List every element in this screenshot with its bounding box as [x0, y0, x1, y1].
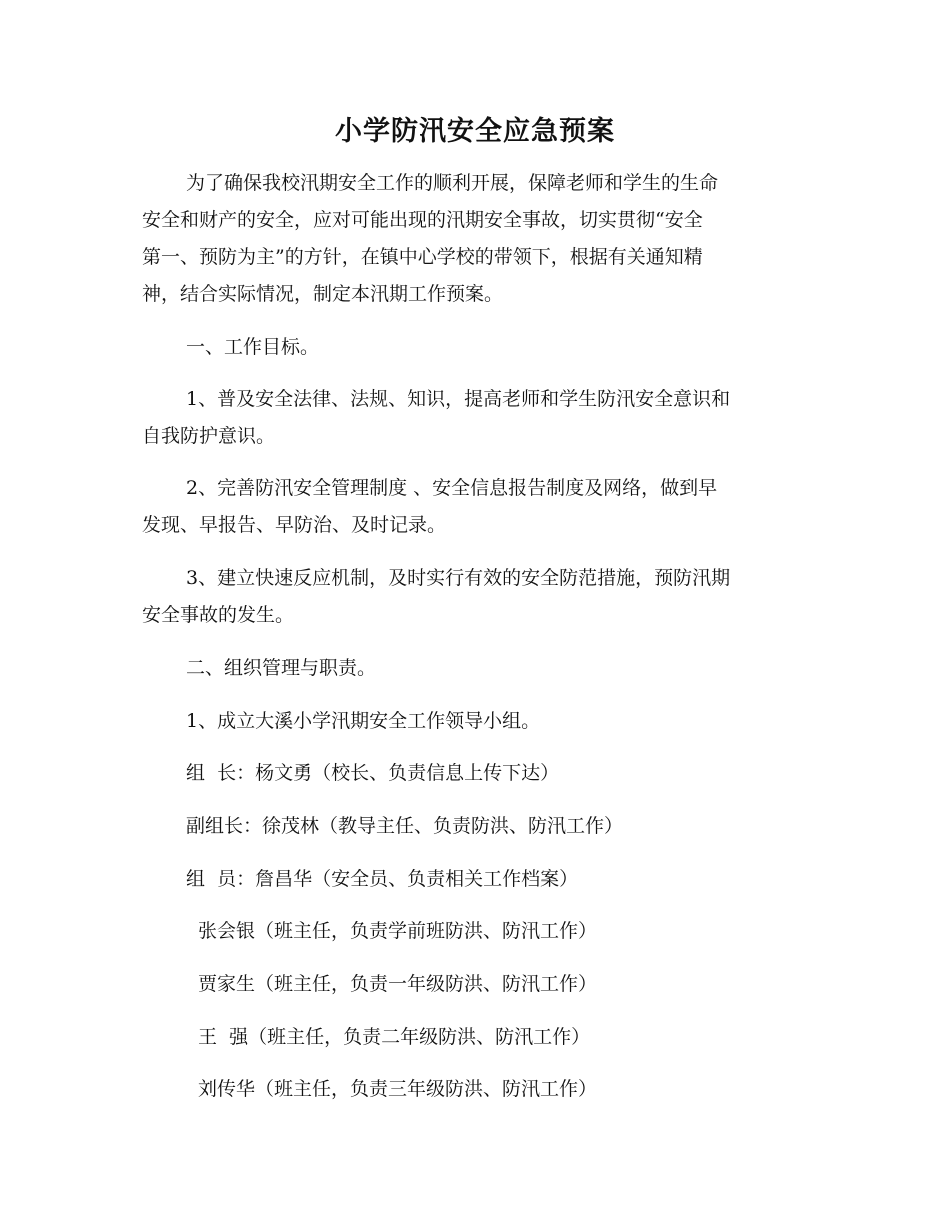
- goal-line: 2、完善防汛安全管理制度 、安全信息报告制度及网络，做到早: [186, 477, 718, 499]
- member-text: 张会银（班主任，负责学前班防洪、防汛工作）: [198, 920, 598, 942]
- heading-text: 二、组织管理与职责。: [186, 657, 377, 679]
- heading-text: 一、工作目标。: [186, 336, 320, 358]
- goal-3-paragraph: [142, 560, 808, 634]
- section-heading-goals: [142, 329, 808, 366]
- member-text: 王 强（班主任，负责二年级防洪、防汛工作）: [198, 1026, 591, 1048]
- goal-line: 安全事故的发生。: [142, 604, 295, 626]
- leader-line: [142, 755, 808, 792]
- goal-2-paragraph: [142, 470, 808, 544]
- member-line: [142, 913, 808, 950]
- member-head-line: [142, 861, 808, 898]
- intro-line: 为了确保我校汛期安全工作的顺利开展，保障老师和学生的生命: [186, 172, 719, 194]
- document-title: 小学防汛安全应急预案: [335, 116, 615, 147]
- goal-line: 3、建立快速反应机制，及时实行有效的安全防范措施，预防汛期: [186, 567, 731, 589]
- intro-line: 神，结合实际情况，制定本汛期工作预案。: [142, 283, 504, 305]
- intro-line: 第一、预防为主”的方针，在镇中心学校的带领下，根据有关通知精: [142, 246, 703, 268]
- goal-line: 发现、早报告、早防治、及时记录。: [142, 514, 447, 536]
- member-text: 副组长：徐茂林（教导主任、负责防洪、防汛工作）: [186, 815, 624, 837]
- section-heading-organization: [142, 650, 808, 687]
- member-text: 刘传华（班主任，负责三年级防洪、防汛工作）: [198, 1078, 598, 1100]
- goal-line: 自我防护意识。: [142, 425, 276, 447]
- member-line: [142, 1071, 808, 1108]
- intro-paragraph: [142, 165, 808, 313]
- member-text: 贾家生（班主任，负责一年级防洪、防汛工作）: [198, 973, 598, 995]
- goal-line: 1、普及安全法律、法规、知识，提高老师和学生防汛安全意识和: [186, 388, 731, 410]
- deputy-line: [142, 808, 808, 845]
- intro-line: 安全和财产的安全，应对可能出现的汛期安全事故，切实贯彻“安全: [142, 209, 703, 231]
- item-1-paragraph: [142, 703, 808, 740]
- goal-1-paragraph: [142, 381, 808, 455]
- member-text: 组 员：詹昌华（安全员、负责相关工作档案）: [186, 868, 579, 890]
- member-line: [142, 1019, 808, 1056]
- member-line: [142, 966, 808, 1003]
- member-text: 组 长：杨文勇（校长、负责信息上传下达）: [186, 762, 560, 784]
- item-text: 1、成立大溪小学汛期安全工作领导小组。: [186, 710, 541, 732]
